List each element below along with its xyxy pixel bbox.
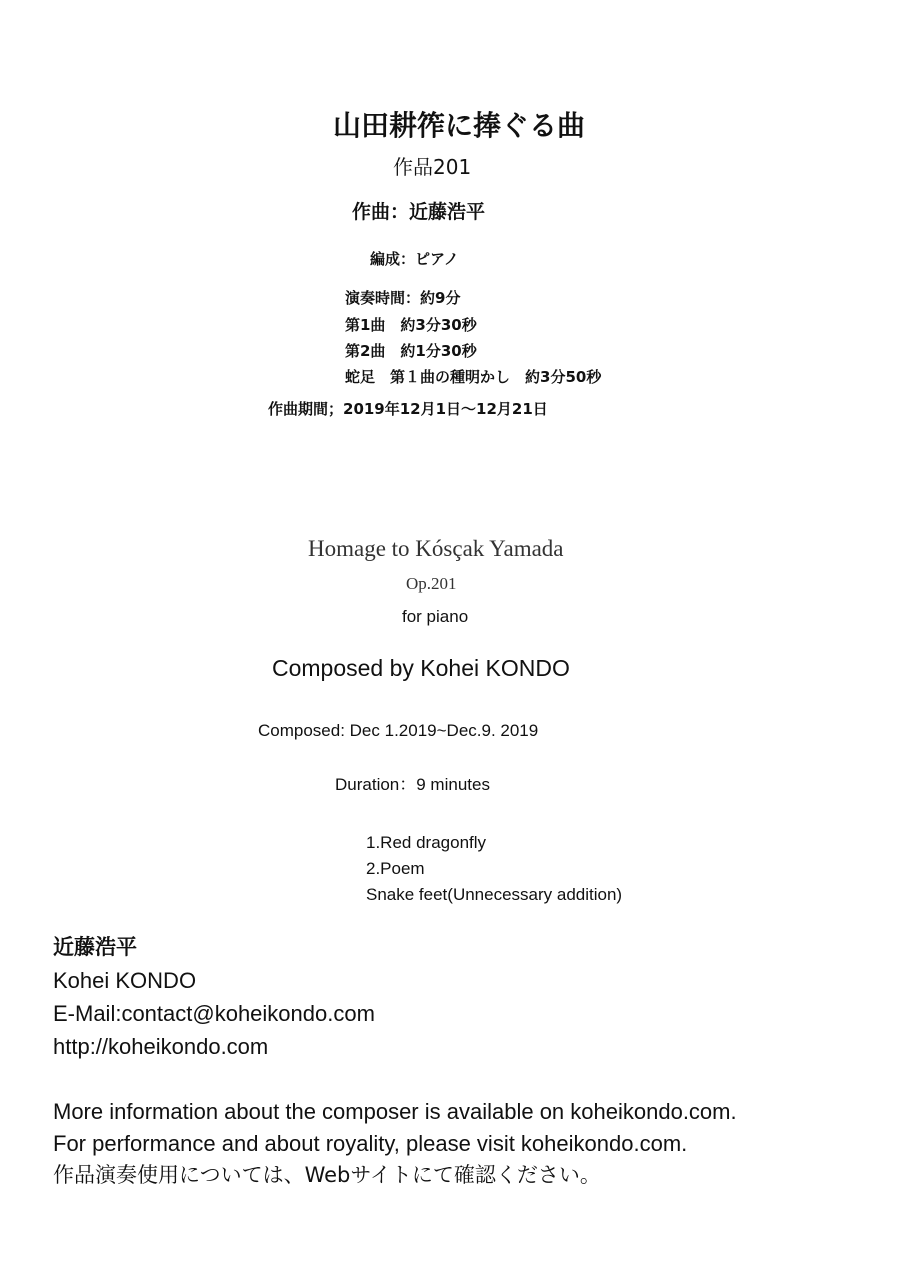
contact-name-jp: 近藤浩平 (53, 935, 137, 959)
english-instrumentation: for piano (402, 607, 469, 626)
info-line-1: More information about the composer is available on koheikondo.com. (53, 1099, 737, 1124)
japanese-duration: 演奏時間：約9分 (345, 289, 461, 307)
japanese-movement-2: 第2曲 約1分30秒 (345, 342, 477, 360)
contact-email[interactable]: E-Mail:contact@koheikondo.com (53, 1001, 375, 1026)
info-line-2: For performance and about royality, please visit koheikondo.com. (53, 1131, 688, 1156)
contact-name-en: Kohei KONDO (53, 968, 197, 993)
japanese-composition-period: 作曲期間；2019年12月1日〜12月21日 (268, 400, 548, 418)
japanese-title: 山田耕筰に捧ぐる曲 (333, 109, 586, 142)
japanese-opus: 作品201 (393, 155, 472, 179)
english-opus: Op.201 (406, 574, 457, 593)
english-movement-3: Snake feet(Unnecessary addition) (366, 885, 623, 904)
english-composer: Composed by Kohei KONDO (272, 655, 570, 681)
japanese-composer: 作曲：近藤浩平 (352, 201, 486, 223)
english-movement-1: 1.Red dragonfly (366, 833, 487, 852)
english-composed-dates: Composed: Dec 1.2019~Dec.9. 2019 (258, 721, 539, 740)
japanese-movement-1: 第1曲 約3分30秒 (345, 316, 477, 334)
contact-website-link[interactable]: http://koheikondo.com (53, 1034, 269, 1059)
english-duration: Duration：9 minutes (335, 775, 490, 794)
info-line-3: 作品演奏使用については、Webサイトにて確認ください。 (53, 1163, 601, 1187)
japanese-instrumentation: 編成：ピアノ (370, 250, 459, 268)
english-movement-2: 2.Poem (366, 859, 425, 878)
japanese-movement-3: 蛇足 第１曲の種明かし 約3分50秒 (345, 368, 602, 386)
english-title: Homage to Kósçak Yamada (308, 536, 564, 561)
